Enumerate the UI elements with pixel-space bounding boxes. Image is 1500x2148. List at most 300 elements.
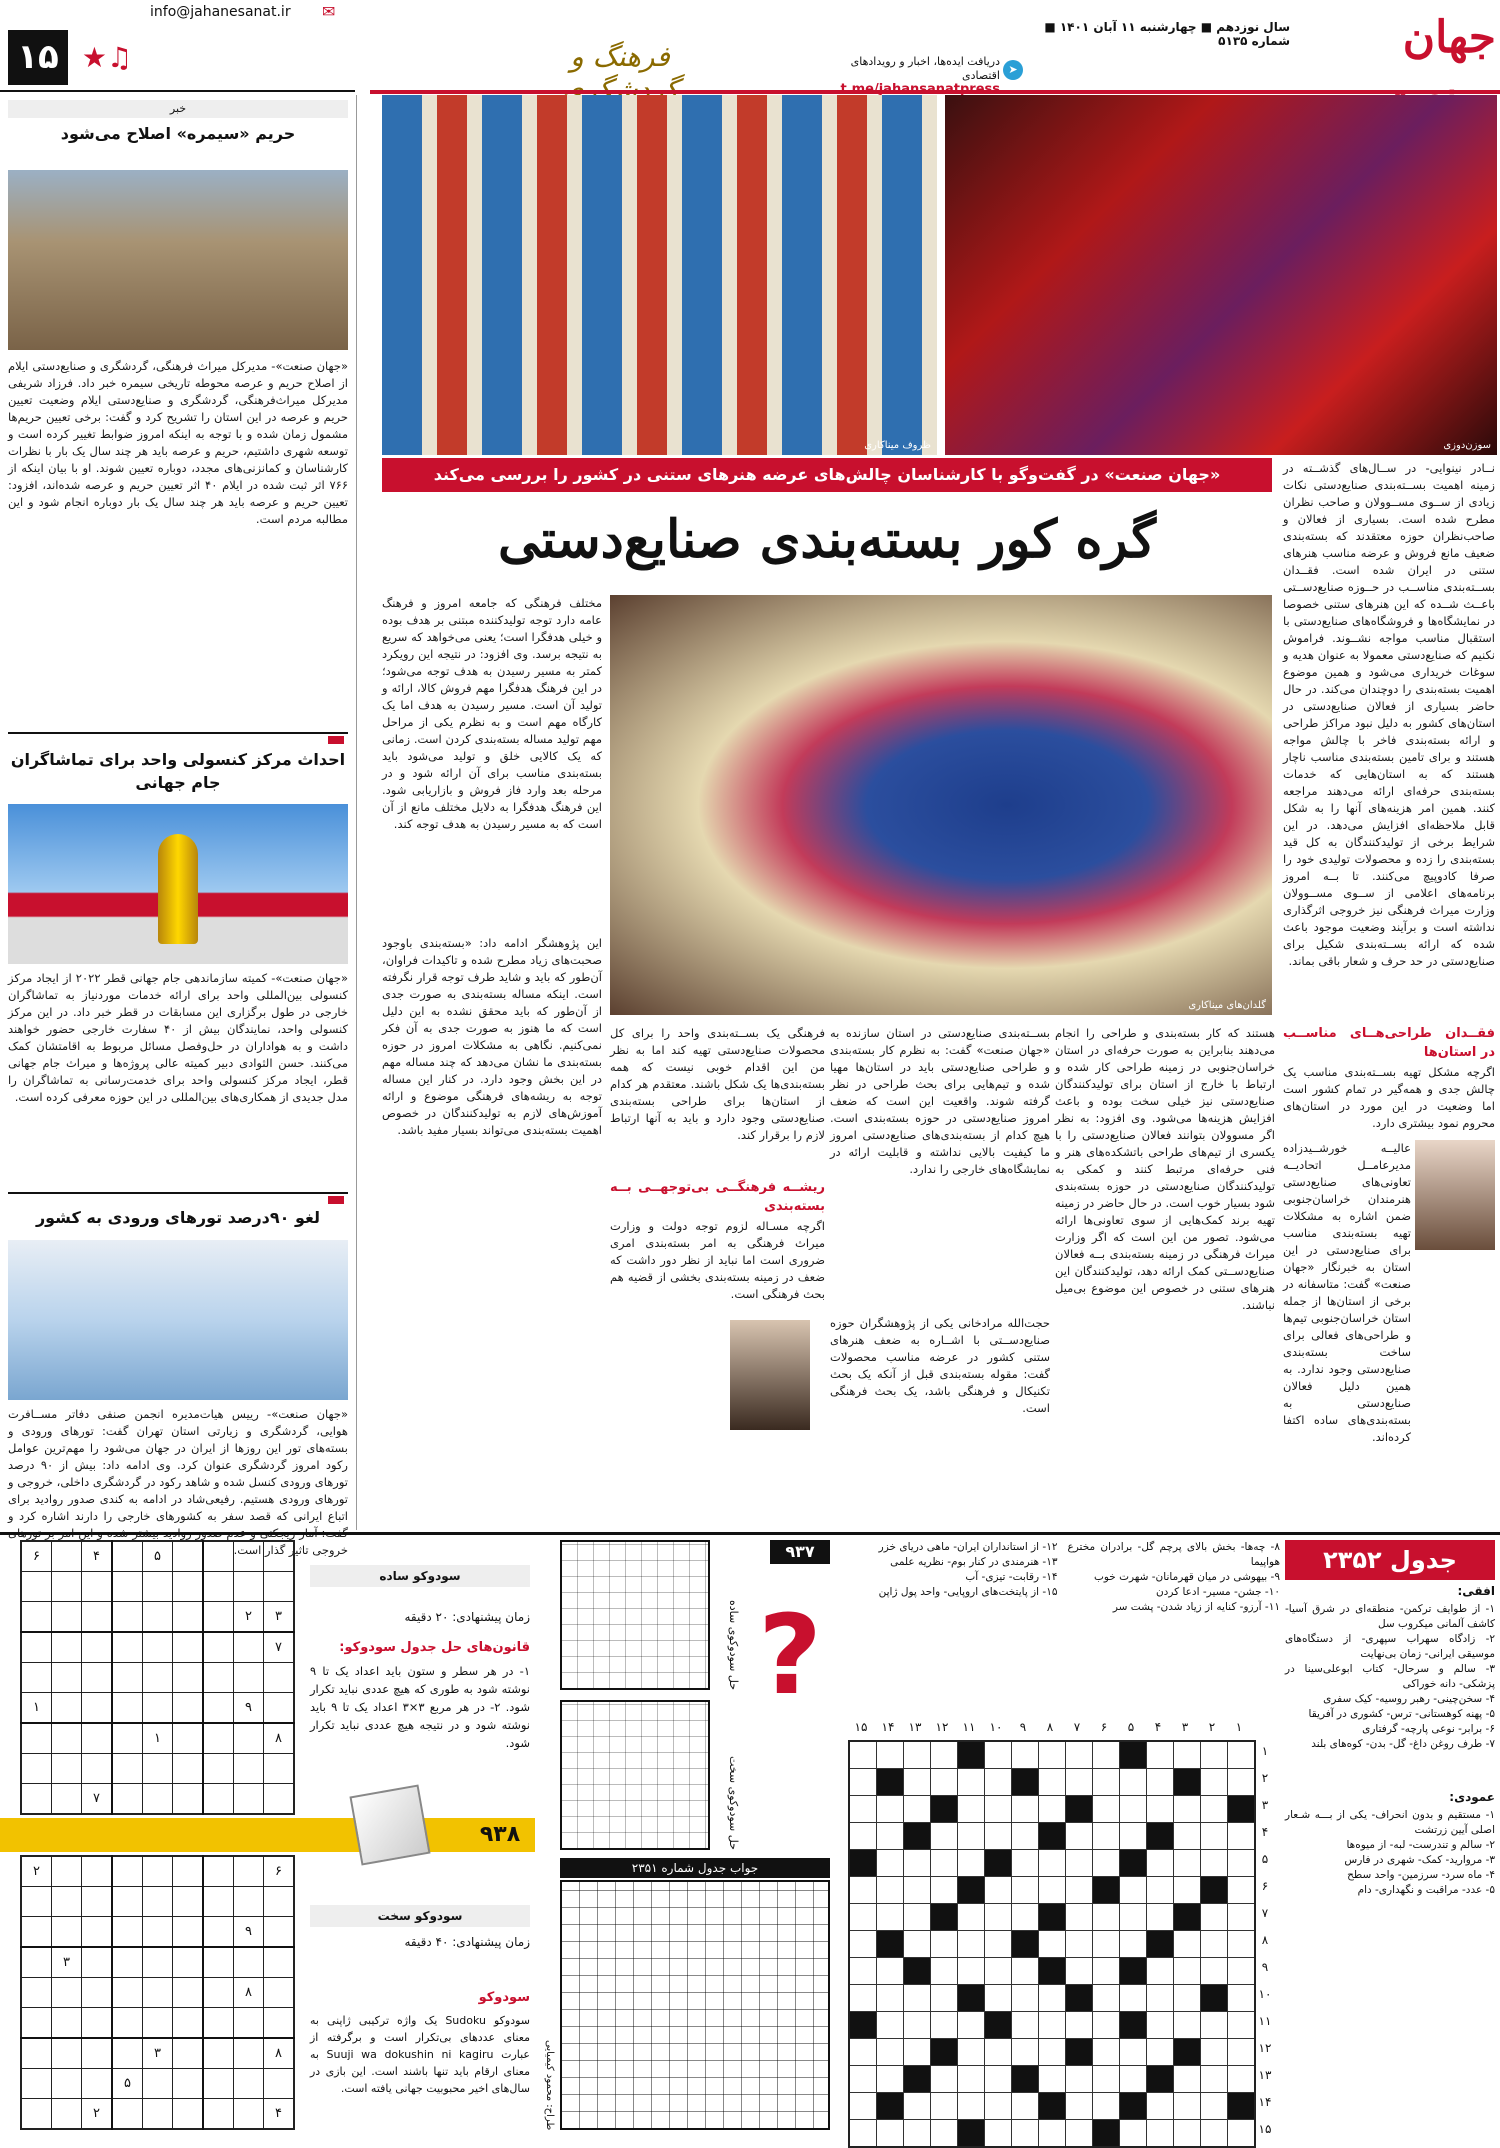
sudoku-cell[interactable] [173, 2069, 204, 2099]
sudoku-cell[interactable] [52, 2038, 82, 2069]
crossword-cell[interactable] [1012, 2039, 1039, 2066]
crossword-cell[interactable] [1174, 1958, 1201, 1985]
crossword-cell[interactable] [931, 1958, 958, 1985]
sudoku-cell[interactable] [82, 1917, 113, 1948]
crossword-cell[interactable] [1012, 1985, 1039, 2012]
sudoku-cell[interactable] [21, 1723, 52, 1754]
sudoku-cell[interactable] [112, 1887, 143, 1917]
sudoku-cell[interactable] [203, 1754, 234, 1784]
crossword-cell[interactable] [1201, 1931, 1228, 1958]
crossword-cell[interactable] [849, 2039, 877, 2066]
crossword-cell[interactable] [904, 2093, 931, 2120]
crossword-cell[interactable] [1066, 1904, 1093, 1931]
crossword-cell[interactable] [904, 1931, 931, 1958]
crossword-cell[interactable] [1093, 1985, 1120, 2012]
crossword-cell[interactable] [1120, 2039, 1147, 2066]
crossword-cell[interactable] [877, 2012, 904, 2039]
crossword-cell[interactable] [931, 2120, 958, 2148]
sudoku-cell[interactable] [173, 1723, 204, 1754]
sudoku-cell[interactable] [82, 1723, 113, 1754]
crossword-cell[interactable] [1093, 1958, 1120, 1985]
crossword-cell[interactable] [1201, 2093, 1228, 2120]
crossword-cell[interactable] [985, 1823, 1012, 1850]
sudoku-cell[interactable] [21, 1754, 52, 1784]
crossword-cell[interactable] [1174, 2093, 1201, 2120]
sudoku-cell[interactable] [143, 1947, 173, 1978]
sudoku-cell[interactable]: ۱ [21, 1693, 52, 1724]
crossword-cell[interactable] [877, 1823, 904, 1850]
sudoku-cell[interactable] [264, 1572, 295, 1602]
sudoku-cell[interactable] [203, 1856, 234, 1887]
crossword-cell[interactable] [1174, 2066, 1201, 2093]
sudoku-cell[interactable] [203, 1602, 234, 1633]
crossword-cell[interactable] [931, 1850, 958, 1877]
sudoku-cell[interactable] [112, 1754, 143, 1784]
crossword-cell[interactable] [1093, 2093, 1120, 2120]
sudoku-cell[interactable] [52, 1572, 82, 1602]
sudoku-cell[interactable] [52, 2099, 82, 2130]
crossword-cell[interactable] [1147, 1796, 1174, 1823]
crossword-cell[interactable] [1174, 1850, 1201, 1877]
crossword-cell[interactable] [877, 1741, 904, 1769]
sudoku-cell[interactable] [143, 1632, 173, 1663]
sudoku-cell[interactable] [143, 2008, 173, 2039]
crossword-cell[interactable] [1147, 1904, 1174, 1931]
sudoku-cell[interactable] [173, 1632, 204, 1663]
crossword-cell[interactable] [1120, 1796, 1147, 1823]
sudoku-cell[interactable] [234, 1947, 264, 1978]
crossword-cell[interactable] [1201, 1823, 1228, 1850]
sudoku-cell[interactable] [21, 1572, 52, 1602]
crossword-cell[interactable] [1147, 1769, 1174, 1796]
crossword-cell[interactable] [985, 1877, 1012, 1904]
crossword-cell[interactable] [849, 1958, 877, 1985]
crossword-cell[interactable] [849, 2120, 877, 2148]
crossword-cell[interactable] [849, 2066, 877, 2093]
crossword-cell[interactable] [1147, 2120, 1174, 2148]
crossword-cell[interactable] [1039, 1985, 1066, 2012]
crossword-cell[interactable] [1120, 1877, 1147, 1904]
crossword-cell[interactable] [1120, 1985, 1147, 2012]
sudoku-cell[interactable] [112, 1784, 143, 1815]
sudoku-cell[interactable] [143, 1602, 173, 1633]
sudoku-cell[interactable] [21, 1784, 52, 1815]
crossword-cell[interactable] [958, 2093, 985, 2120]
crossword-cell[interactable] [985, 2093, 1012, 2120]
crossword-cell[interactable] [1201, 1904, 1228, 1931]
sudoku-cell[interactable]: ۶ [21, 1541, 52, 1572]
crossword-cell[interactable] [849, 1796, 877, 1823]
sudoku-cell[interactable] [173, 1572, 204, 1602]
sudoku-cell[interactable] [112, 1947, 143, 1978]
crossword-cell[interactable] [931, 1769, 958, 1796]
sudoku-cell[interactable] [112, 1541, 143, 1572]
sudoku-cell[interactable] [203, 1978, 234, 2008]
sudoku-cell[interactable] [173, 2008, 204, 2039]
sudoku-cell[interactable]: ۶ [264, 1856, 295, 1887]
crossword-cell[interactable] [1066, 2066, 1093, 2093]
sudoku-cell[interactable] [21, 2069, 52, 2099]
crossword-cell[interactable] [1066, 1931, 1093, 1958]
sudoku-cell[interactable] [21, 1602, 52, 1633]
sudoku-cell[interactable] [264, 1663, 295, 1693]
sudoku-cell[interactable] [143, 1978, 173, 2008]
sudoku-cell[interactable] [52, 2069, 82, 2099]
crossword-cell[interactable] [1174, 2012, 1201, 2039]
sudoku-cell[interactable]: ۷ [82, 1784, 113, 1815]
sudoku-cell[interactable]: ۷ [264, 1632, 295, 1663]
sudoku-cell[interactable] [112, 1917, 143, 1948]
crossword-cell[interactable] [1039, 1741, 1066, 1769]
sudoku-cell[interactable] [52, 2008, 82, 2039]
crossword-cell[interactable] [1012, 1796, 1039, 1823]
sudoku-cell[interactable] [173, 1947, 204, 1978]
sudoku-cell[interactable] [264, 1887, 295, 1917]
crossword-cell[interactable] [1147, 1985, 1174, 2012]
crossword-table[interactable] [848, 1740, 1256, 2148]
sudoku-cell[interactable] [143, 1784, 173, 1815]
crossword-cell[interactable] [931, 1985, 958, 2012]
crossword-cell[interactable] [985, 1958, 1012, 1985]
crossword-cell[interactable] [1147, 1850, 1174, 1877]
sudoku-cell[interactable] [234, 1572, 264, 1602]
sudoku-cell[interactable] [112, 2008, 143, 2039]
sudoku-cell[interactable] [203, 1917, 234, 1948]
crossword-cell[interactable] [1039, 2066, 1066, 2093]
sudoku-cell[interactable] [21, 1887, 52, 1917]
crossword-cell[interactable] [1066, 2120, 1093, 2148]
sudoku-cell[interactable] [264, 2069, 295, 2099]
crossword-cell[interactable] [849, 1741, 877, 1769]
crossword-cell[interactable] [1093, 1769, 1120, 1796]
crossword-cell[interactable] [849, 1769, 877, 1796]
crossword-cell[interactable] [958, 1958, 985, 1985]
sudoku-cell[interactable] [264, 1693, 295, 1724]
sudoku-cell[interactable] [52, 1784, 82, 1815]
sudoku-cell[interactable] [234, 1887, 264, 1917]
sudoku-cell[interactable] [203, 2099, 234, 2130]
crossword-cell[interactable] [877, 1877, 904, 1904]
sudoku-cell[interactable]: ۴ [82, 1541, 113, 1572]
crossword-cell[interactable] [958, 1796, 985, 1823]
sudoku-cell[interactable] [264, 1917, 295, 1948]
sudoku-cell[interactable] [234, 1632, 264, 1663]
crossword-cell[interactable] [1174, 1931, 1201, 1958]
crossword-cell[interactable] [931, 2093, 958, 2120]
sudoku-cell[interactable] [52, 1602, 82, 1633]
crossword-cell[interactable] [958, 1769, 985, 1796]
sudoku-cell[interactable] [112, 1663, 143, 1693]
sudoku-cell[interactable] [112, 1632, 143, 1663]
crossword-cell[interactable] [1201, 1850, 1228, 1877]
crossword-cell[interactable] [1120, 2120, 1147, 2148]
sudoku-cell[interactable] [264, 2008, 295, 2039]
sudoku-cell[interactable] [82, 1754, 113, 1784]
crossword-cell[interactable] [1012, 1904, 1039, 1931]
crossword-cell[interactable] [1174, 1877, 1201, 1904]
crossword-cell[interactable] [849, 1877, 877, 1904]
crossword-cell[interactable] [931, 2066, 958, 2093]
crossword-cell[interactable] [849, 1985, 877, 2012]
crossword-cell[interactable] [985, 1769, 1012, 1796]
sudoku-cell[interactable] [112, 1602, 143, 1633]
crossword-cell[interactable] [904, 2012, 931, 2039]
crossword-cell[interactable] [1039, 2120, 1066, 2148]
sudoku-cell[interactable] [173, 1693, 204, 1724]
sudoku-cell[interactable] [234, 2038, 264, 2069]
crossword-cell[interactable] [958, 1850, 985, 1877]
crossword-cell[interactable] [1039, 2012, 1066, 2039]
crossword-cell[interactable] [1120, 1904, 1147, 1931]
sudoku-cell[interactable]: ۹ [234, 1693, 264, 1724]
crossword-cell[interactable] [1174, 1741, 1201, 1769]
crossword-cell[interactable] [877, 1796, 904, 1823]
sudoku-cell[interactable]: ۳ [143, 2038, 173, 2069]
crossword-cell[interactable] [904, 1904, 931, 1931]
sudoku-cell[interactable] [82, 1602, 113, 1633]
sudoku-cell[interactable] [21, 1917, 52, 1948]
crossword-cell[interactable] [1039, 1850, 1066, 1877]
sudoku-cell[interactable] [203, 2069, 234, 2099]
crossword-cell[interactable] [931, 1741, 958, 1769]
crossword-cell[interactable] [985, 1931, 1012, 1958]
sudoku-cell[interactable] [143, 1572, 173, 1602]
sudoku-cell[interactable] [173, 1663, 204, 1693]
crossword-cell[interactable] [1039, 1769, 1066, 1796]
crossword-cell[interactable] [1066, 1823, 1093, 1850]
sudoku-cell[interactable] [173, 1541, 204, 1572]
crossword-cell[interactable] [877, 1850, 904, 1877]
email-text[interactable]: info@jahanesanat.ir [150, 4, 291, 20]
crossword-cell[interactable] [1228, 1931, 1256, 1958]
crossword-cell[interactable] [904, 1769, 931, 1796]
sudoku-cell[interactable]: ۵ [112, 2069, 143, 2099]
crossword-cell[interactable] [1201, 2066, 1228, 2093]
sudoku-cell[interactable] [21, 1632, 52, 1663]
crossword-cell[interactable] [1093, 1741, 1120, 1769]
crossword-cell[interactable] [1228, 1823, 1256, 1850]
sudoku-cell[interactable] [82, 1693, 113, 1724]
crossword-cell[interactable] [1201, 2120, 1228, 2148]
crossword-cell[interactable] [1228, 2066, 1256, 2093]
crossword-cell[interactable] [985, 1741, 1012, 1769]
crossword-cell[interactable] [1093, 1931, 1120, 1958]
crossword-cell[interactable] [985, 1796, 1012, 1823]
crossword-cell[interactable] [904, 1877, 931, 1904]
crossword-cell[interactable] [985, 2066, 1012, 2093]
sudoku-cell[interactable] [203, 1572, 234, 1602]
sudoku-cell[interactable] [112, 1723, 143, 1754]
sudoku-cell[interactable]: ۲ [82, 2099, 113, 2130]
email[interactable] [150, 4, 320, 24]
sudoku-cell[interactable] [234, 1723, 264, 1754]
crossword-cell[interactable] [1066, 1741, 1093, 1769]
sudoku-cell[interactable] [143, 2069, 173, 2099]
crossword-cell[interactable] [1066, 1958, 1093, 1985]
crossword-cell[interactable] [985, 1904, 1012, 1931]
sudoku-cell[interactable] [234, 1541, 264, 1572]
crossword-cell[interactable] [849, 1904, 877, 1931]
sudoku-cell[interactable] [82, 1663, 113, 1693]
crossword-cell[interactable] [1120, 1769, 1147, 1796]
sudoku-cell[interactable] [82, 2038, 113, 2069]
sudoku-cell[interactable] [52, 1856, 82, 1887]
sudoku-cell[interactable] [264, 1754, 295, 1784]
crossword-cell[interactable] [1228, 1850, 1256, 1877]
crossword-cell[interactable] [1228, 2120, 1256, 2148]
sudoku-cell[interactable] [52, 1978, 82, 2008]
crossword-cell[interactable] [1201, 1796, 1228, 1823]
sudoku-cell[interactable] [82, 1632, 113, 1663]
crossword-cell[interactable] [849, 1823, 877, 1850]
crossword-cell[interactable] [1147, 2012, 1174, 2039]
crossword-cell[interactable] [849, 1931, 877, 1958]
sudoku-cell[interactable] [173, 1754, 204, 1784]
crossword-cell[interactable] [985, 2120, 1012, 2148]
crossword-cell[interactable] [1228, 1741, 1256, 1769]
sudoku-cell[interactable] [203, 2038, 234, 2069]
sudoku-cell[interactable] [143, 1663, 173, 1693]
sudoku-cell[interactable]: ۱ [143, 1723, 173, 1754]
sudoku-simple[interactable] [20, 1540, 300, 1820]
sudoku-cell[interactable] [143, 1754, 173, 1784]
crossword-cell[interactable] [1201, 2012, 1228, 2039]
crossword-cell[interactable] [1228, 1769, 1256, 1796]
crossword-cell[interactable] [1012, 2093, 1039, 2120]
sudoku-cell[interactable] [52, 1917, 82, 1948]
sudoku-cell[interactable] [112, 2038, 143, 2069]
crossword-cell[interactable] [1147, 1958, 1174, 1985]
crossword-cell[interactable] [958, 1904, 985, 1931]
sudoku-cell[interactable] [21, 2008, 52, 2039]
sudoku-cell[interactable] [21, 2099, 52, 2130]
crossword-cell[interactable] [1201, 1741, 1228, 1769]
crossword-grid[interactable] [842, 1720, 1277, 2136]
sudoku-cell[interactable] [234, 2099, 264, 2130]
sudoku-cell[interactable] [203, 1693, 234, 1724]
sudoku-cell[interactable] [203, 2008, 234, 2039]
crossword-cell[interactable] [849, 2093, 877, 2120]
crossword-cell[interactable] [1012, 1877, 1039, 1904]
crossword-cell[interactable] [1012, 1850, 1039, 1877]
sudoku-cell[interactable]: ۲ [21, 1856, 52, 1887]
crossword-cell[interactable] [1174, 1823, 1201, 1850]
sudoku-cell[interactable] [203, 1541, 234, 1572]
sudoku-cell[interactable]: ۸ [264, 1723, 295, 1754]
crossword-cell[interactable] [958, 1931, 985, 1958]
crossword-cell[interactable] [958, 2039, 985, 2066]
sudoku-cell[interactable] [234, 1754, 264, 1784]
crossword-cell[interactable] [877, 2039, 904, 2066]
crossword-cell[interactable] [1066, 1877, 1093, 1904]
sudoku-cell[interactable] [21, 2038, 52, 2069]
sudoku-cell[interactable]: ۳ [264, 1602, 295, 1633]
crossword-cell[interactable] [904, 1796, 931, 1823]
crossword-cell[interactable] [1039, 1877, 1066, 1904]
sudoku-cell[interactable] [21, 1947, 52, 1978]
sudoku-cell[interactable] [264, 1784, 295, 1815]
crossword-cell[interactable] [1201, 1958, 1228, 1985]
crossword-cell[interactable] [1012, 1741, 1039, 1769]
sudoku-cell[interactable] [143, 2099, 173, 2130]
sudoku-cell[interactable]: ۹ [234, 1917, 264, 1948]
sudoku-cell[interactable] [203, 1723, 234, 1754]
sudoku-cell[interactable] [21, 1978, 52, 2008]
crossword-cell[interactable] [1093, 1823, 1120, 1850]
sudoku-cell[interactable] [203, 1663, 234, 1693]
sudoku-cell[interactable] [173, 2099, 204, 2130]
crossword-cell[interactable] [904, 2039, 931, 2066]
sudoku-cell[interactable] [112, 2099, 143, 2130]
sudoku-cell[interactable] [234, 2069, 264, 2099]
crossword-cell[interactable] [1039, 1796, 1066, 1823]
crossword-cell[interactable] [904, 1741, 931, 1769]
sudoku-cell[interactable] [52, 1887, 82, 1917]
crossword-cell[interactable] [1147, 1741, 1174, 1769]
crossword-cell[interactable] [1093, 2012, 1120, 2039]
crossword-cell[interactable] [1174, 2120, 1201, 2148]
crossword-cell[interactable] [1066, 1769, 1093, 1796]
crossword-cell[interactable] [877, 1958, 904, 1985]
sudoku-cell[interactable] [82, 2008, 113, 2039]
crossword-cell[interactable] [1012, 2012, 1039, 2039]
sudoku-cell[interactable]: ۸ [234, 1978, 264, 2008]
sudoku-cell[interactable] [82, 2069, 113, 2099]
sudoku-cell[interactable]: ۸ [264, 2038, 295, 2069]
sudoku-cell[interactable]: ۳ [52, 1947, 82, 1978]
sudoku-cell[interactable] [52, 1632, 82, 1663]
crossword-cell[interactable] [904, 1850, 931, 1877]
crossword-cell[interactable] [931, 2012, 958, 2039]
sudoku-cell[interactable] [173, 1602, 204, 1633]
sudoku-cell[interactable] [82, 1572, 113, 1602]
sudoku-cell[interactable] [264, 1541, 295, 1572]
sudoku-cell[interactable] [52, 1541, 82, 1572]
crossword-cell[interactable] [1120, 1931, 1147, 1958]
sudoku-cell[interactable] [264, 1947, 295, 1978]
sudoku-cell[interactable]: ۴ [264, 2099, 295, 2130]
crossword-cell[interactable] [1228, 1877, 1256, 1904]
sudoku-cell[interactable] [143, 1887, 173, 1917]
sudoku-cell[interactable] [82, 1856, 113, 1887]
sudoku-cell[interactable] [203, 1887, 234, 1917]
sudoku-simple-table[interactable] [20, 1540, 295, 1815]
sudoku-cell[interactable] [52, 1754, 82, 1784]
sudoku-cell[interactable]: ۵ [143, 1541, 173, 1572]
sudoku-cell[interactable] [112, 1693, 143, 1724]
sudoku-cell[interactable] [173, 1887, 204, 1917]
crossword-cell[interactable] [931, 1931, 958, 1958]
crossword-cell[interactable] [1174, 1985, 1201, 2012]
crossword-cell[interactable] [1093, 1796, 1120, 1823]
crossword-cell[interactable] [1147, 2093, 1174, 2120]
crossword-cell[interactable] [1093, 1850, 1120, 1877]
sudoku-cell[interactable] [173, 1856, 204, 1887]
telegram-promo[interactable] [830, 55, 1000, 91]
sudoku-cell[interactable] [234, 2008, 264, 2039]
crossword-cell[interactable] [1093, 2066, 1120, 2093]
sudoku-cell[interactable] [203, 1632, 234, 1663]
sudoku-cell[interactable] [82, 1978, 113, 2008]
sudoku-cell[interactable] [234, 1663, 264, 1693]
sudoku-hard-table[interactable] [20, 1855, 295, 2130]
crossword-cell[interactable] [877, 2066, 904, 2093]
sudoku-cell[interactable] [52, 1693, 82, 1724]
crossword-cell[interactable] [1066, 2012, 1093, 2039]
crossword-cell[interactable] [958, 1823, 985, 1850]
sudoku-cell[interactable] [264, 1978, 295, 2008]
sudoku-cell[interactable] [82, 1947, 113, 1978]
